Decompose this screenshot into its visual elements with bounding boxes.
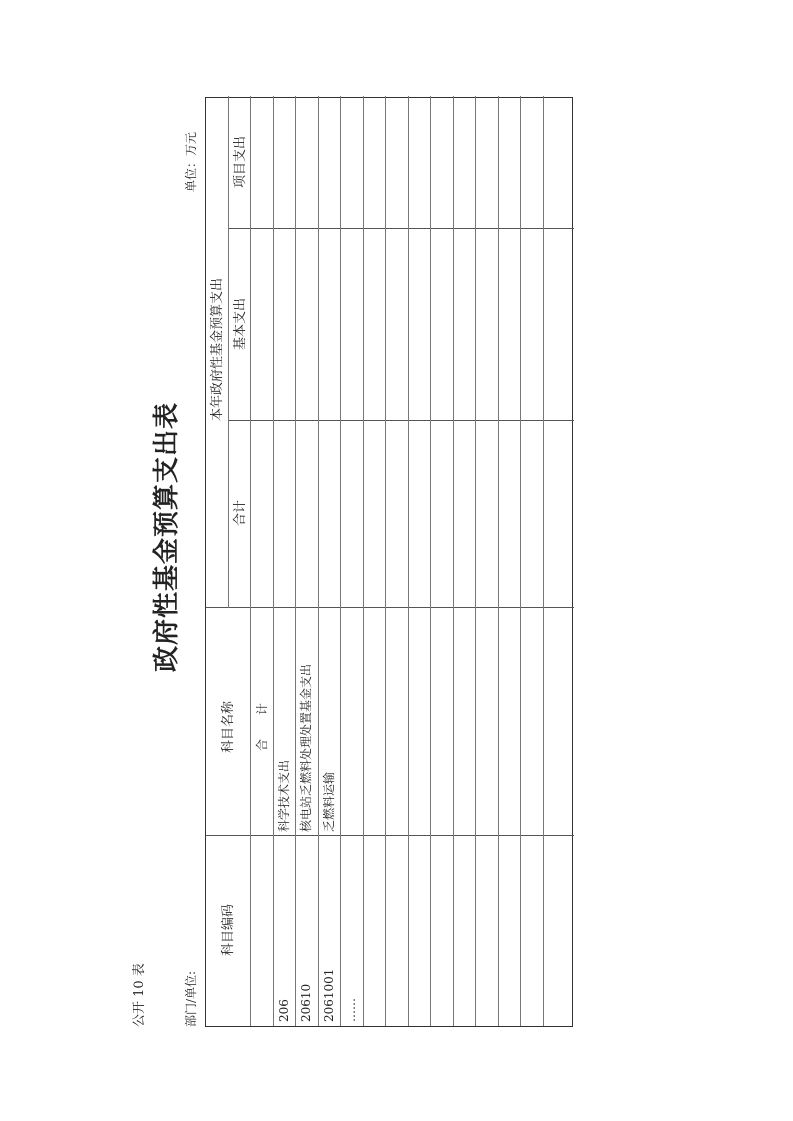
total-row-label: 合 计: [255, 702, 269, 751]
row-line: [273, 96, 274, 1026]
department-label: 部门/单位:: [184, 970, 198, 1027]
header-name: 科目名称: [221, 700, 236, 753]
header-project: 项目支出: [233, 135, 248, 188]
header-bottom-line: [250, 96, 251, 1026]
col-divider-basic-project: [228, 228, 574, 229]
unit-label: 单位：万元: [184, 131, 198, 192]
row-code: 20610: [299, 983, 313, 1022]
row-line: [318, 96, 319, 1026]
row-line: [430, 96, 431, 1026]
row-line: [295, 96, 296, 1026]
col-divider-name-total: [206, 607, 574, 608]
expenditure-table: [205, 97, 573, 1027]
header-total: 合计: [233, 499, 248, 526]
row-line: [543, 96, 544, 1026]
document-code: 公开 10 表: [132, 963, 147, 1027]
header-group: 本年政府性基金预算支出: [210, 277, 225, 421]
page-title: 政府性基金预算支出表: [152, 401, 182, 672]
row-line: [453, 96, 454, 1026]
col-divider-code-name: [206, 835, 574, 836]
rotated-form-sheet: [128, 92, 578, 1052]
row-code: ……: [344, 998, 358, 1022]
row-code: 2061001: [322, 968, 336, 1022]
group-header-underline: [228, 96, 229, 608]
row-name: 乏燃料运输: [322, 771, 336, 832]
row-line: [363, 96, 364, 1026]
header-basic: 基本支出: [233, 297, 248, 350]
row-line: [340, 96, 341, 1026]
row-line: [498, 96, 499, 1026]
row-line: [520, 96, 521, 1026]
row-line: [475, 96, 476, 1026]
col-divider-total-basic: [228, 420, 574, 421]
row-line: [408, 96, 409, 1026]
row-name: 核电站乏燃料处理处置基金支出: [299, 663, 313, 832]
header-code: 科目编码: [221, 903, 236, 956]
row-name: 科学技术支出: [277, 759, 291, 832]
row-code: 206: [277, 999, 291, 1022]
row-line: [385, 96, 386, 1026]
